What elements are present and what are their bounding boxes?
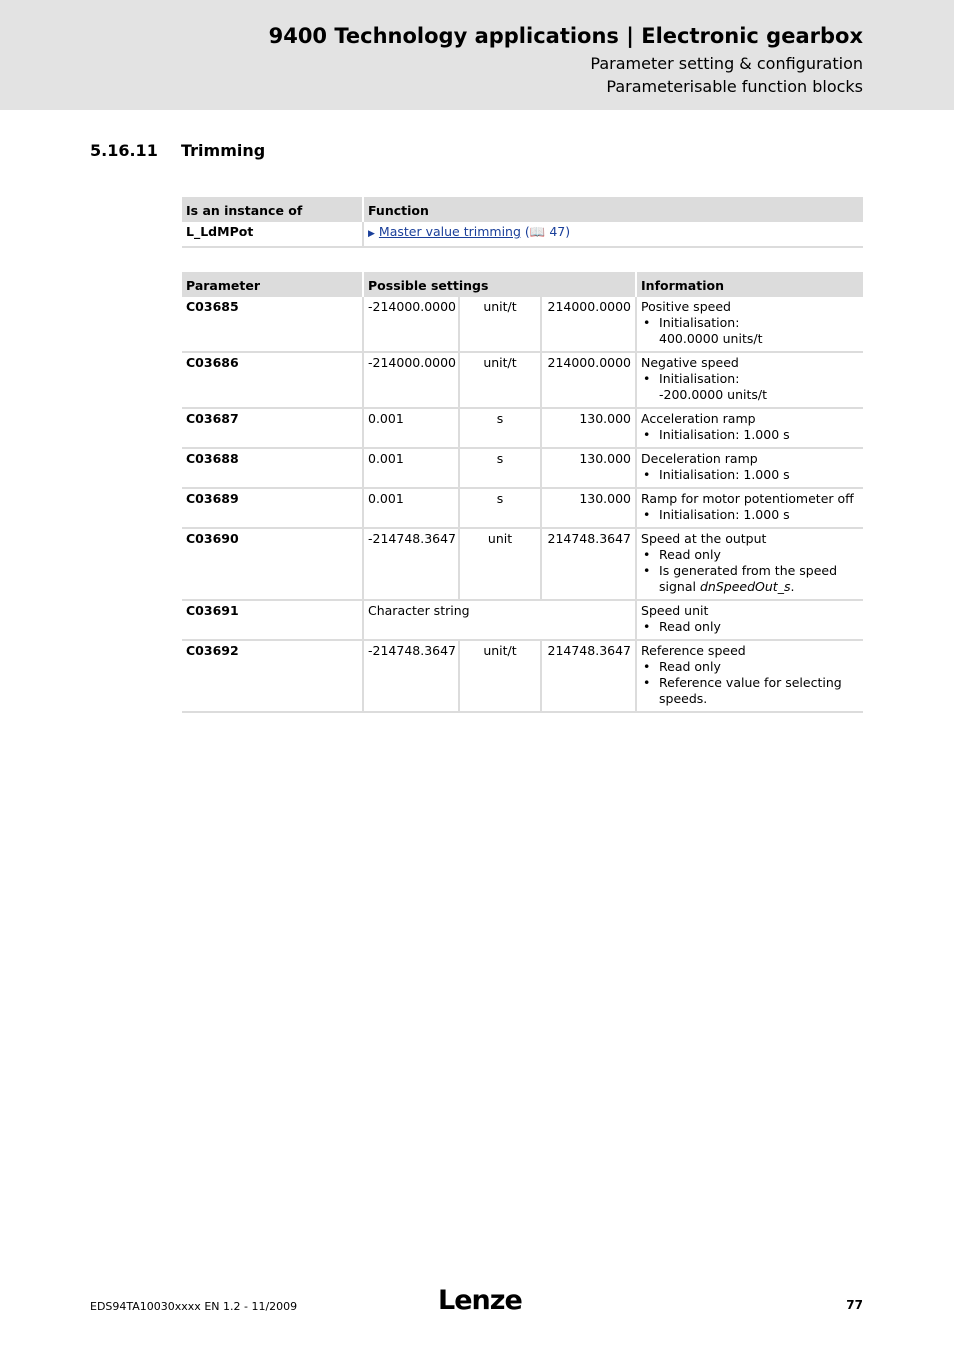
function-link[interactable]: Master value trimming	[378, 224, 521, 239]
min-value: 0.001	[364, 409, 460, 449]
parameter-code: C03692	[182, 641, 364, 713]
info-cell	[637, 601, 863, 641]
min-value: -214748.3647	[364, 641, 460, 713]
header-subtitle-1: Parameter setting & configuration	[590, 54, 863, 73]
table-row	[182, 353, 863, 409]
unit-value: s	[460, 449, 542, 489]
parameter-code: C03690	[182, 529, 364, 601]
page-ref-close: )	[565, 224, 571, 239]
list-item: • Read only	[655, 547, 859, 563]
unit-value: unit/t	[460, 297, 542, 353]
info-title: Ramp for motor potentiometer off	[641, 491, 854, 506]
lenze-logo: Lenze	[438, 1285, 522, 1316]
info-cell	[637, 409, 863, 449]
list-item: • Initialisation: 400.0000 units/t	[655, 315, 859, 347]
parameter-code: C03685	[182, 297, 364, 353]
list-item: • Initialisation: 1.000 s	[655, 427, 859, 443]
table-row	[182, 641, 863, 713]
instance-header: Is an instance of	[182, 197, 364, 222]
book-icon: 📖	[529, 224, 550, 239]
info-title: Speed at the output	[641, 531, 767, 546]
list-item: • Read only	[655, 659, 859, 675]
max-value: 214748.3647	[542, 641, 637, 713]
function-cell	[364, 222, 863, 248]
information-header: Information	[637, 272, 863, 297]
unit-value: unit/t	[460, 641, 542, 713]
info-cell	[637, 297, 863, 353]
page-number: 77	[846, 1298, 863, 1312]
min-value: -214000.0000	[364, 297, 460, 353]
info-title: Speed unit	[641, 603, 709, 618]
info-title: Acceleration ramp	[641, 411, 756, 426]
info-cell	[637, 529, 863, 601]
unit-value: unit/t	[460, 353, 542, 409]
info-cell	[637, 489, 863, 529]
parameter-table	[182, 272, 863, 713]
info-title: Reference speed	[641, 643, 746, 658]
settings-header: Possible settings	[364, 272, 637, 297]
info-cell	[637, 449, 863, 489]
header-title: 9400 Technology applications | Electronic gearbox	[268, 24, 863, 48]
list-item: • Is generated from the speed signal dnSpeedOut_s.	[655, 563, 859, 595]
info-title: Deceleration ramp	[641, 451, 758, 466]
parameter-code: C03686	[182, 353, 364, 409]
setting-value: Character string	[364, 601, 637, 641]
instance-name: L_LdMPot	[182, 222, 364, 248]
unit-value: s	[460, 409, 542, 449]
info-title: Negative speed	[641, 355, 739, 370]
instance-table	[182, 197, 863, 248]
parameter-code: C03687	[182, 409, 364, 449]
max-value: 214000.0000	[542, 353, 637, 409]
unit-value: unit	[460, 529, 542, 601]
info-cell	[637, 353, 863, 409]
list-item: • Initialisation: -200.0000 units/t	[655, 371, 859, 403]
max-value: 130.000	[542, 409, 637, 449]
parameter-code: C03688	[182, 449, 364, 489]
table-row	[182, 297, 863, 353]
unit-value: s	[460, 489, 542, 529]
min-value: 0.001	[364, 449, 460, 489]
list-item: • Initialisation: 1.000 s	[655, 467, 859, 483]
min-value: -214000.0000	[364, 353, 460, 409]
list-item: • Read only	[655, 619, 859, 635]
document-id: EDS94TA10030xxxx EN 1.2 - 11/2009	[90, 1300, 298, 1313]
parameter-header: Parameter	[182, 272, 364, 297]
max-value: 130.000	[542, 489, 637, 529]
page-ref[interactable]: 47	[549, 224, 566, 239]
list-item: • Reference value for selecting speeds.	[655, 675, 859, 707]
link-arrow-icon: ▶	[368, 229, 375, 239]
parameter-code: C03689	[182, 489, 364, 529]
section-number: 5.16.11	[90, 141, 158, 160]
list-item: • Initialisation: 1.000 s	[655, 507, 859, 523]
page-header	[0, 0, 954, 110]
header-subtitle-2: Parameterisable function blocks	[606, 77, 863, 96]
table-row	[182, 601, 863, 641]
max-value: 214748.3647	[542, 529, 637, 601]
function-header: Function	[364, 197, 863, 222]
page-ref-open: (	[520, 224, 530, 239]
max-value: 130.000	[542, 449, 637, 489]
table-row	[182, 409, 863, 449]
parameter-code: C03691	[182, 601, 364, 641]
min-value: -214748.3647	[364, 529, 460, 601]
max-value: 214000.0000	[542, 297, 637, 353]
info-title: Positive speed	[641, 299, 731, 314]
table-row	[182, 449, 863, 489]
table-row	[182, 489, 863, 529]
min-value: 0.001	[364, 489, 460, 529]
info-cell	[637, 641, 863, 713]
section-title: Trimming	[181, 141, 266, 160]
table-row	[182, 529, 863, 601]
